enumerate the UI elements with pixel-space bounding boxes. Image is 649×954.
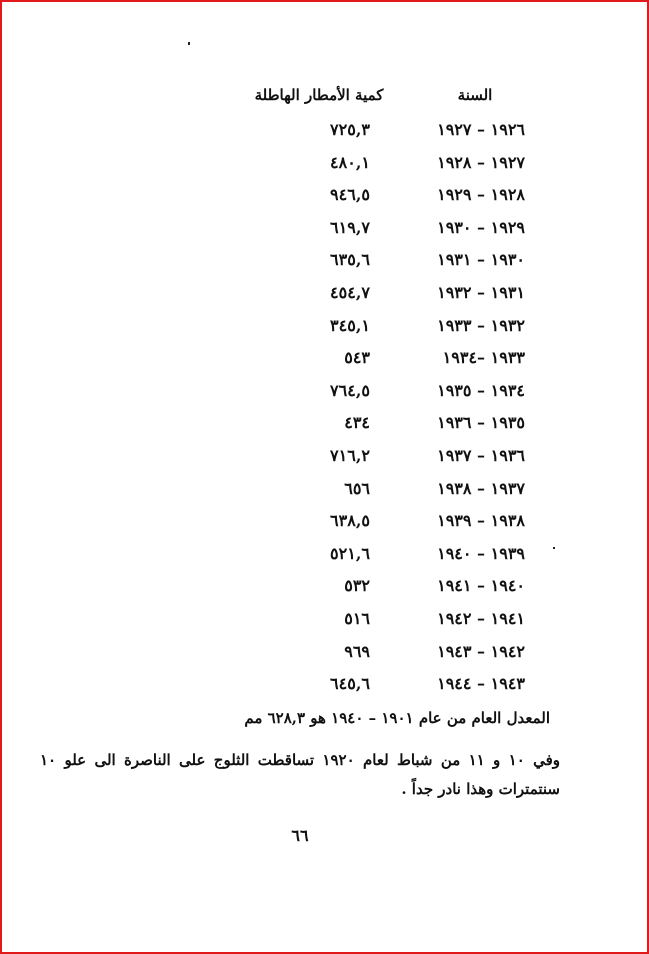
rainfall-value-cell: ٥١٦ [344, 609, 370, 628]
table-row [0, 413, 649, 443]
year-range-cell: ١٩٣٤ – ١٩٣٥ [437, 380, 525, 400]
rainfall-value-cell: ٩٦٩ [344, 641, 370, 661]
table-row [0, 348, 649, 378]
table-row [0, 316, 649, 346]
year-range-cell: ١٩٣٦ – ١٩٣٧ [437, 446, 525, 465]
table-row [0, 479, 649, 509]
table-row [0, 185, 649, 215]
table-row [0, 250, 649, 280]
rainfall-value-cell: ٧٢٥,٣ [330, 120, 370, 139]
rainfall-value-cell: ٧١٦,٢ [330, 446, 370, 465]
year-range-cell: ١٩٣٨ – ١٩٣٩ [437, 511, 525, 531]
rainfall-value-cell: ٤٣٤ [344, 413, 370, 433]
year-range-cell: ١٩٢٦ – ١٩٢٧ [437, 120, 525, 139]
table-row [0, 576, 649, 606]
rainfall-value-cell: ٦٣٨,٥ [330, 511, 370, 531]
rainfall-value-cell: ٦٣٥,٦ [330, 250, 370, 270]
year-range-cell: ١٩٤٣ – ١٩٤٤ [437, 674, 525, 694]
average-line: المعدل العام من عام ١٩٠١ – ١٩٤٠ هو ٦٢٨,٣ مم [244, 709, 550, 727]
column-header-rainfall: كمية الأمطار الهاطلة [254, 86, 384, 104]
rainfall-value-cell: ٧٦٤,٥ [330, 380, 370, 400]
scan-speck [188, 42, 190, 45]
rainfall-value-cell: ٦٤٥,٦ [330, 674, 370, 694]
table-row [0, 642, 649, 672]
table-row [0, 153, 649, 183]
table-row [0, 381, 649, 411]
year-range-cell: ١٩٣١ – ١٩٣٢ [437, 283, 525, 302]
year-range-cell: ١٩٣٥ – ١٩٣٦ [437, 413, 525, 433]
year-range-cell: ١٩٤١ – ١٩٤٢ [437, 609, 525, 628]
year-range-cell: ١٩٢٩ – ١٩٣٠ [437, 217, 525, 237]
table-row [0, 674, 649, 704]
table-row [0, 544, 649, 574]
snow-paragraph: وفي ١٠ و ١١ من شباط لعام ١٩٢٠ تساقطت الثلوج على الناصرة الى علو ١٠ سنتمترات وهذا نادر جداً . [40, 751, 561, 798]
rainfall-value-cell: ٦٥٦ [344, 478, 370, 498]
year-range-cell: ١٩٣٣ –١٩٣٤ [442, 348, 525, 368]
table-row [0, 609, 649, 639]
year-range-cell: ١٩٤٠ – ١٩٤١ [437, 576, 525, 596]
page-number: ٦٦ [291, 826, 309, 845]
year-range-cell: ١٩٣٢ – ١٩٣٣ [437, 315, 525, 335]
rainfall-value-cell: ٣٤٥,١ [330, 315, 370, 335]
table-row [0, 283, 649, 313]
rainfall-value-cell: ٩٤٦,٥ [330, 185, 370, 205]
rainfall-value-cell: ٥٢١,٦ [330, 543, 370, 563]
rainfall-value-cell: ٤٥٤,٧ [330, 283, 370, 302]
rainfall-value-cell: ٤٨٠,١ [330, 152, 370, 172]
year-range-cell: ١٩٢٨ – ١٩٢٩ [437, 185, 525, 205]
year-range-cell: ١٩٣٠ – ١٩٣١ [437, 250, 525, 270]
year-range-cell: ١٩٢٧ – ١٩٢٨ [437, 152, 525, 172]
year-range-cell: ١٩٣٧ – ١٩٣٨ [437, 478, 525, 498]
rainfall-value-cell: ٦١٩,٧ [330, 217, 370, 237]
table-row [0, 218, 649, 248]
table-row [0, 446, 649, 476]
column-header-year: السنة [457, 86, 493, 104]
rainfall-value-cell: ٥٤٣ [344, 348, 370, 368]
year-range-cell: ١٩٣٩ – ١٩٤٠ [437, 543, 525, 563]
rainfall-value-cell: ٥٣٢ [344, 576, 370, 596]
table-row [0, 120, 649, 150]
table-row [0, 511, 649, 541]
year-range-cell: ١٩٤٢ – ١٩٤٣ [437, 641, 525, 661]
